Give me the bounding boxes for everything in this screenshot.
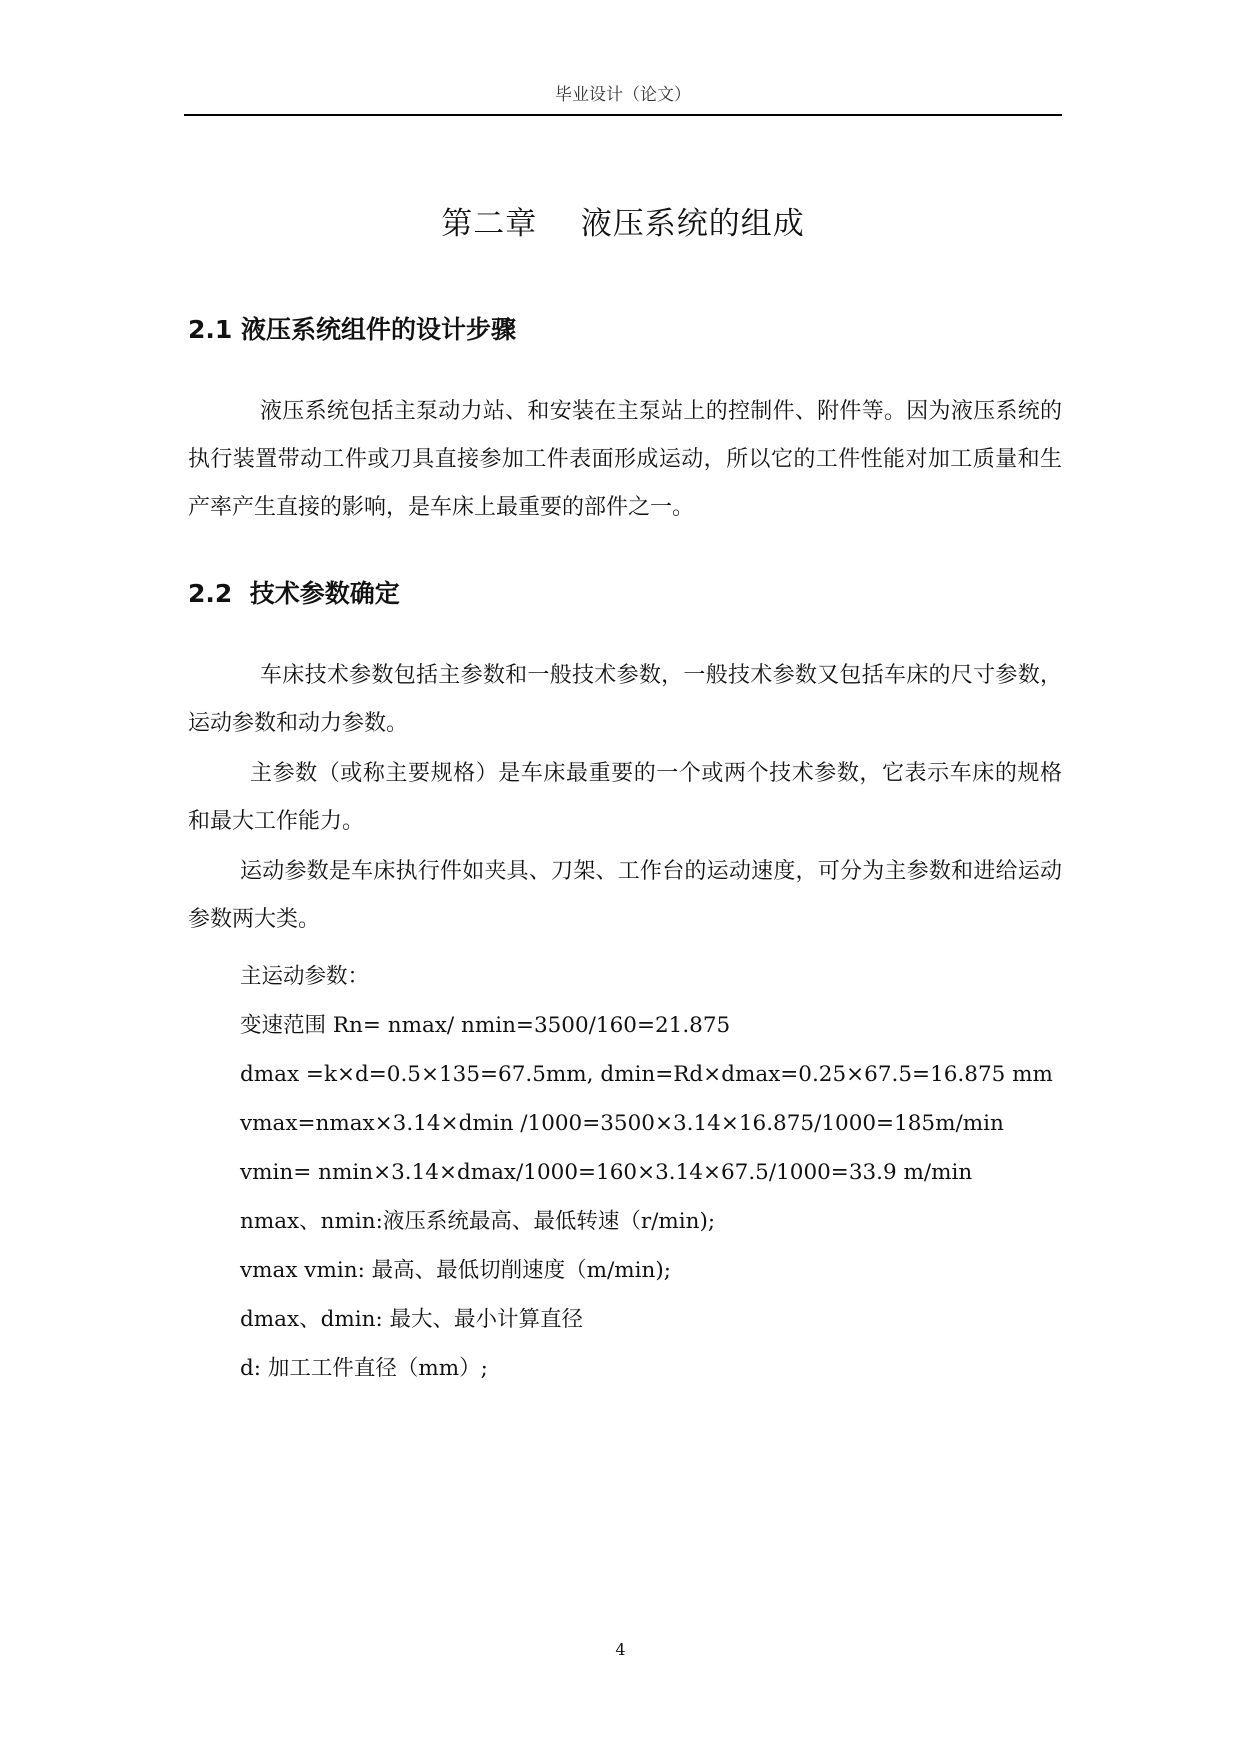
chapter-title: 第二章 液压系统的组成 (441, 206, 805, 242)
formula-line: 主运动参数： (240, 964, 370, 989)
formula-line: dmax =k×d=0.5×135=67.5mm, dmin=Rd×dmax=0.25×67.5=16.875 mm (240, 1062, 1053, 1087)
section-heading-2-1: 2.1 液压系统组件的设计步骤 (188, 315, 516, 344)
formula-line: d: 加工工件直径（mm）; (240, 1356, 488, 1381)
formula-line: vmin= nmin×3.14×dmax/1000=160×3.14×67.5/1000=33.9 m/min (240, 1160, 973, 1185)
section-2-2-paragraph-3: 运动参数是车床执行件如夹具、刀架、工作台的运动速度，可分为主参数和进给运动参数两大类。 (188, 859, 1062, 932)
formula-line: vmax=nmax×3.14×dmin /1000=3500×3.14×16.875/1000=185m/min (240, 1111, 1004, 1136)
page-header: 毕业设计（论文） (555, 85, 691, 105)
formula-line: nmax、nmin:液压系统最高、最低转速（r/min); (240, 1209, 716, 1234)
section-2-2-paragraph-2: 主参数（或称主要规格）是车床最重要的一个或两个技术参数，它表示车床的规格和最大工作能力。 (188, 761, 1062, 834)
section-heading-2-2: 2.2 技术参数确定 (188, 579, 400, 608)
header-divider (184, 114, 1062, 116)
section-2-2-paragraph-1: 车床技术参数包括主参数和一般技术参数，一般技术参数又包括车床的尺寸参数，运动参数和动力参数。 (188, 663, 1062, 736)
section-2-1-paragraph: 液压系统包括主泵动力站、和安装在主泵站上的控制件、附件等。因为液压系统的执行装置带动工件或刀具直接参加工件表面形成运动，所以它的工件性能对加工质量和生产率产生直接的影响，是车床上最重要的部件之一。 (188, 399, 1062, 520)
page-number: 4 (615, 1640, 626, 1659)
formula-line: vmax vmin: 最高、最低切削速度（m/min); (240, 1258, 672, 1283)
formula-line: 变速范围 Rn= nmax/ nmin=3500/160=21.875 (240, 1013, 731, 1038)
formula-line: dmax、dmin: 最大、最小计算直径 (240, 1307, 584, 1332)
